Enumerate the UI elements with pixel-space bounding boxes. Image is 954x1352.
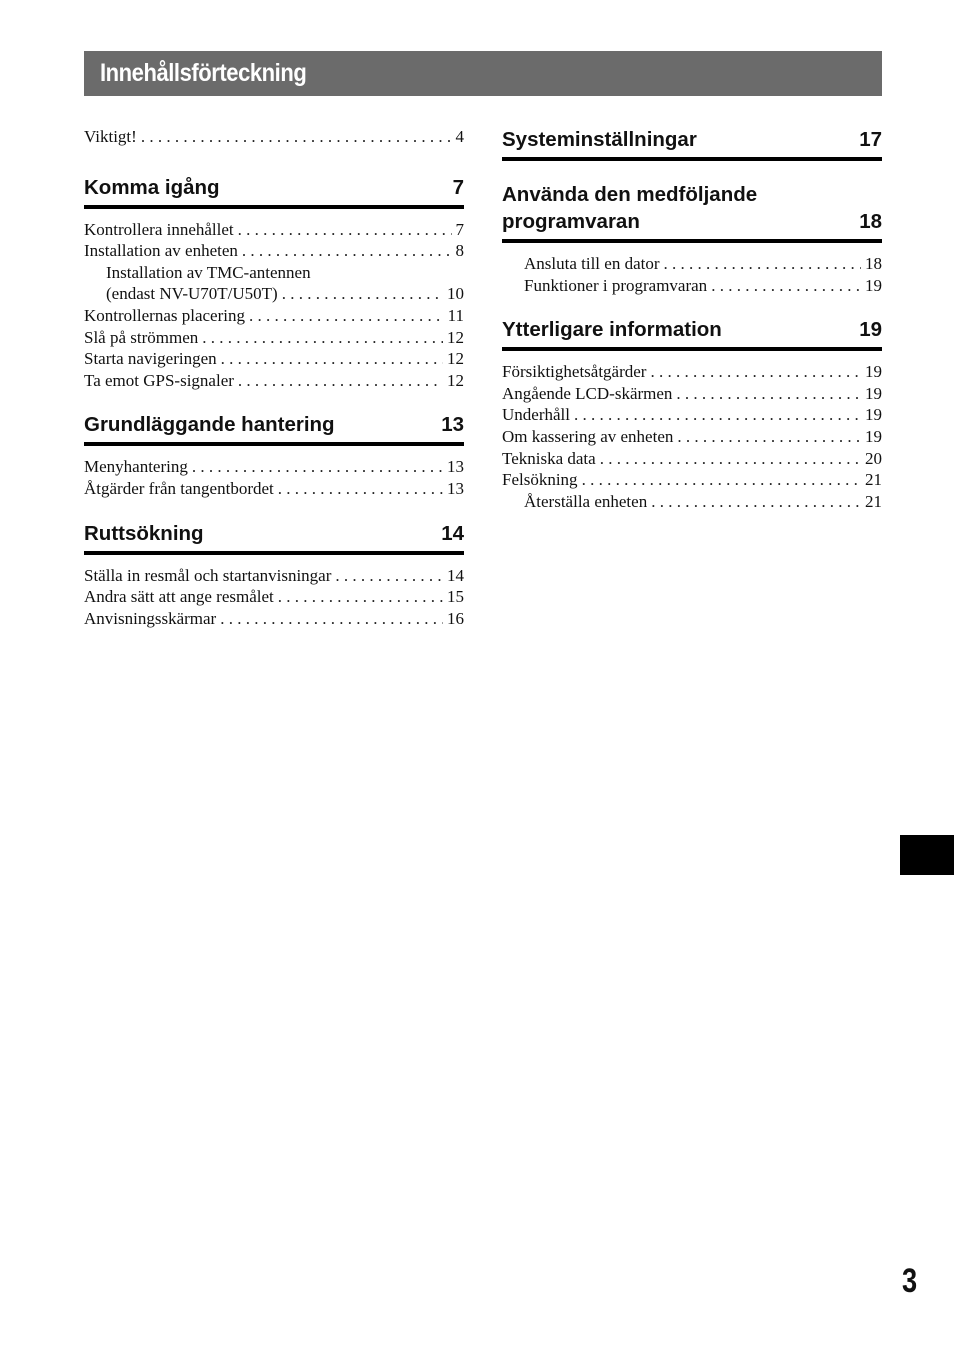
section-heading-komma-igang[interactable]	[84, 174, 464, 209]
toc-right-column	[502, 126, 882, 512]
dot-leader	[711, 275, 861, 297]
toc-entry-page: 12	[447, 327, 464, 347]
toc-entry[interactable]	[502, 426, 882, 448]
dot-leader	[141, 126, 452, 148]
toc-entry-label: Funktioner i programvaran	[524, 275, 708, 295]
toc-entry-page: 20	[865, 448, 882, 468]
toc-entry-label: Underhåll	[502, 405, 570, 425]
toc-entry-page: 19	[865, 362, 882, 382]
toc-entry-page: 21	[865, 491, 882, 511]
toc-list	[502, 361, 882, 512]
dot-leader	[651, 491, 861, 513]
toc-entry-page: 19	[865, 426, 882, 446]
section-title: Ytterligare information	[502, 318, 722, 342]
toc-entry[interactable]	[84, 219, 464, 241]
toc-entry-page: 15	[447, 587, 464, 607]
dot-leader	[335, 565, 443, 587]
dot-leader	[574, 404, 861, 426]
section-page: 19	[859, 318, 882, 342]
toc-entry-page: 12	[447, 370, 464, 390]
section-heading-anvanda-programvaran[interactable]	[502, 181, 882, 243]
dot-leader	[600, 448, 861, 470]
toc-entry-page: 16	[447, 608, 464, 628]
dot-leader	[238, 370, 443, 392]
dot-leader	[278, 586, 443, 608]
toc-entry[interactable]	[84, 240, 464, 262]
dot-leader	[582, 469, 861, 491]
toc-list	[84, 565, 464, 630]
toc-entry-page: 13	[447, 478, 464, 498]
section-page: 17	[859, 128, 882, 151]
toc-entry-page: 10	[447, 284, 464, 304]
section-title: Systeminställningar	[502, 128, 697, 151]
toc-list	[84, 219, 464, 392]
toc-entry-page: 19	[865, 275, 882, 295]
toc-entry-label: Slå på strömmen	[84, 327, 199, 347]
toc-entry[interactable]	[84, 283, 464, 305]
toc-entry-page: 8	[455, 241, 464, 261]
toc-entry-label: Installation av TMC-antennen	[106, 262, 311, 282]
section-page: 18	[859, 210, 882, 233]
dot-leader	[650, 361, 861, 383]
dot-leader	[676, 383, 861, 405]
toc-entry-label: Om kassering av enheten	[502, 426, 674, 446]
toc-entry-label: Installation av enheten	[84, 241, 238, 261]
toc-entry[interactable]	[502, 275, 882, 297]
toc-entry[interactable]	[84, 305, 464, 327]
toc-entry-label: Menyhantering	[84, 457, 188, 477]
section-title: Grundläggande hantering	[84, 413, 335, 437]
toc-entry-label: Ställa in resmål och startanvisningar	[84, 565, 332, 585]
toc-entry[interactable]	[502, 361, 882, 383]
toc-entry-page: 11	[447, 305, 464, 325]
toc-entry[interactable]	[84, 565, 464, 587]
toc-entry[interactable]	[502, 383, 882, 405]
toc-entry-page: 19	[865, 405, 882, 425]
toc-entry-label: Ta emot GPS-signaler	[84, 370, 234, 390]
section-page: 14	[441, 521, 464, 545]
toc-entry[interactable]	[84, 608, 464, 630]
toc-entry[interactable]	[502, 469, 882, 491]
page-title: Innehållsförteckning	[100, 59, 307, 87]
section-title: Ruttsökning	[84, 521, 204, 545]
toc-entry-viktigt[interactable]	[84, 126, 464, 148]
section-page: 7	[452, 175, 464, 199]
dot-leader	[192, 456, 443, 478]
toc-entry[interactable]	[84, 478, 464, 500]
section-heading-ytterligare-information[interactable]	[502, 316, 882, 351]
toc-entry-label: Angående LCD-skärmen	[502, 383, 673, 403]
dot-leader	[677, 426, 861, 448]
language-side-tab	[900, 835, 954, 875]
toc-entry[interactable]	[84, 586, 464, 608]
toc-entry-page: 21	[865, 470, 882, 490]
toc-entry-label: Felsökning	[502, 470, 578, 490]
toc-entry-label: Ansluta till en dator	[524, 254, 660, 273]
toc-list	[84, 456, 464, 499]
section-heading-grundlaggande-hantering[interactable]	[84, 411, 464, 446]
dot-leader	[664, 253, 861, 275]
toc-entry-page: 14	[447, 565, 464, 585]
dot-leader	[249, 305, 444, 327]
toc-entry-page: 4	[455, 127, 464, 146]
section-heading-systeminstallningar[interactable]	[502, 126, 882, 161]
section-page: 13	[441, 413, 464, 437]
toc-entry-label: Kontrollera innehållet	[84, 219, 234, 239]
toc-entry[interactable]	[502, 491, 882, 513]
dot-leader	[278, 478, 443, 500]
toc-entry-label: Viktigt!	[84, 127, 137, 146]
toc-entry-label: Åtgärder från tangentbordet	[84, 478, 274, 498]
toc-entry-label: Försiktighetsåtgärder	[502, 362, 647, 382]
toc-entry-label: Starta navigeringen	[84, 349, 217, 369]
toc-entry-label: Andra sätt att ange resmålet	[84, 587, 274, 607]
toc-entry[interactable]	[84, 262, 464, 284]
toc-entry[interactable]	[84, 327, 464, 349]
section-heading-ruttsokning[interactable]	[84, 520, 464, 555]
dot-leader	[242, 240, 452, 262]
dot-leader	[221, 348, 443, 370]
toc-entry-label: Anvisningsskärmar	[84, 608, 217, 628]
toc-entry-page: 13	[447, 457, 464, 477]
title-banner	[84, 51, 882, 96]
toc-entry[interactable]	[502, 404, 882, 426]
toc-entry-page: 7	[455, 219, 464, 239]
toc-entry[interactable]	[502, 448, 882, 470]
toc-list	[502, 253, 882, 296]
toc-entry-label: (endast NV-U70T/U50T)	[106, 284, 278, 304]
toc-left-column	[84, 126, 464, 629]
dot-leader	[202, 327, 443, 349]
page-number: 3	[902, 1262, 918, 1300]
toc-entry-page: 12	[447, 349, 464, 369]
section-title: Använda den medföljande programvaran	[502, 183, 758, 233]
dot-leader	[238, 219, 452, 241]
toc-entry[interactable]	[84, 456, 464, 478]
toc-entry[interactable]	[502, 253, 882, 275]
toc-entry[interactable]	[84, 348, 464, 370]
toc-entry-page: 18	[865, 254, 882, 273]
toc-entry-label: Återställa enheten	[524, 491, 648, 511]
toc-entry-page: 19	[865, 383, 882, 403]
section-title: Komma igång	[84, 175, 220, 199]
toc-entry-label: Tekniska data	[502, 448, 596, 468]
toc-entry-label: Kontrollernas placering	[84, 305, 245, 325]
dot-leader	[282, 283, 443, 305]
toc-entry[interactable]	[84, 370, 464, 392]
dot-leader	[220, 608, 443, 630]
